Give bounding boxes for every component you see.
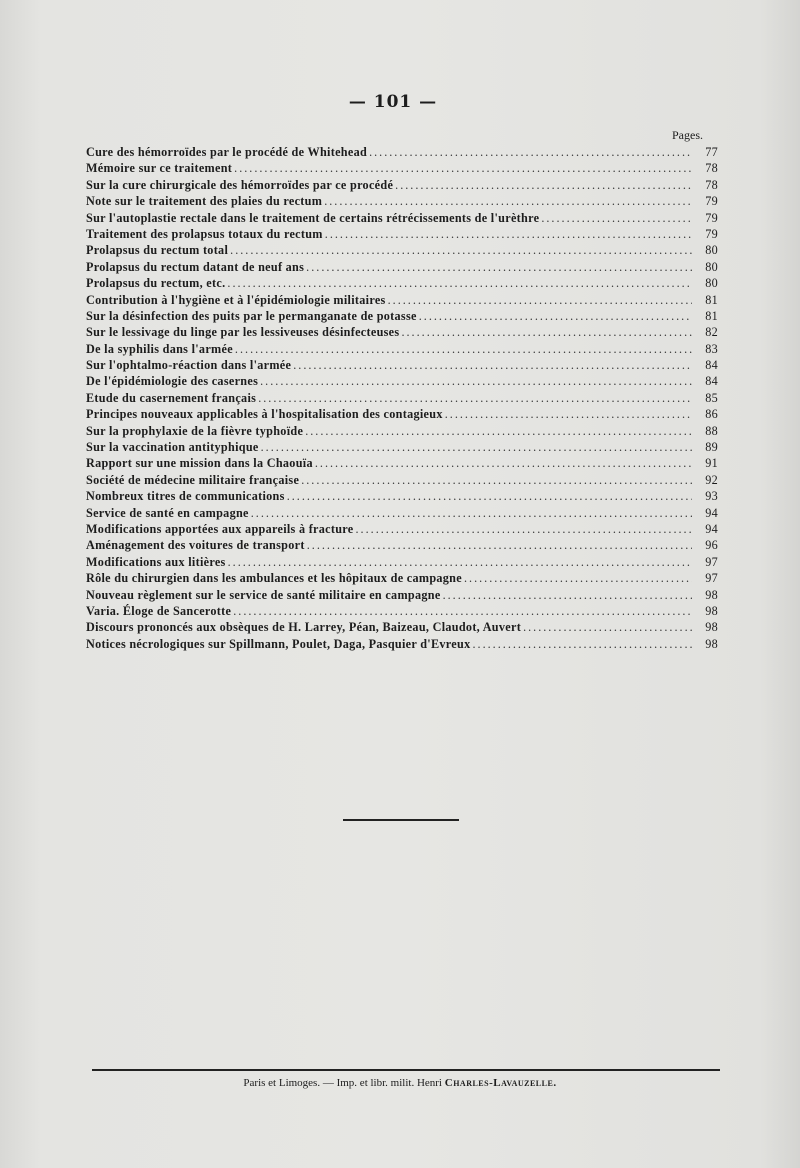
toc-entry-page: 98 bbox=[705, 587, 718, 602]
toc-entry-title: Sur l'ophtalmo-réaction dans l'armée bbox=[86, 358, 292, 373]
toc-entry-title: Note sur le traitement des plaies du rectum bbox=[86, 194, 323, 209]
toc-leader-dots bbox=[541, 210, 692, 226]
toc-entry bbox=[86, 439, 718, 455]
toc-entry-title: Sur la vaccination antityphique bbox=[86, 440, 259, 455]
toc-entry-title: Nombreux titres de communications bbox=[86, 489, 285, 504]
toc-entry-title: Modifications aux litières bbox=[86, 554, 226, 569]
toc-entry-page: 81 bbox=[705, 308, 718, 323]
toc-leader-dots bbox=[233, 603, 692, 619]
toc-entry-page: 83 bbox=[705, 341, 718, 356]
toc-leader-dots bbox=[325, 226, 692, 242]
toc-entry bbox=[86, 423, 718, 439]
toc-entry-page: 96 bbox=[705, 538, 718, 553]
toc-leader-dots bbox=[443, 587, 692, 603]
toc-entry-title: Discours prononcés aux obsèques de H. Larrey, Péan, Baizeau, Claudot, Auvert bbox=[86, 620, 522, 635]
toc-entry-title: Service de santé en campagne bbox=[86, 505, 249, 520]
toc-entry bbox=[86, 144, 718, 160]
toc-leader-dots bbox=[315, 455, 692, 471]
toc-leader-dots bbox=[523, 619, 692, 635]
toc-entry-page: 94 bbox=[705, 505, 718, 520]
toc-leader-dots bbox=[369, 144, 692, 160]
toc-leader-dots bbox=[305, 423, 692, 439]
toc-entry bbox=[86, 341, 718, 357]
toc-entry bbox=[86, 537, 718, 553]
toc-entry-title: De la syphilis dans l'armée bbox=[86, 341, 233, 356]
toc-entry-page: 80 bbox=[705, 259, 718, 274]
toc-leader-dots bbox=[307, 537, 692, 553]
toc-entry bbox=[86, 390, 718, 406]
toc-entry-page: 81 bbox=[705, 292, 718, 307]
toc-entry bbox=[86, 357, 718, 373]
toc-entry bbox=[86, 603, 718, 619]
toc-entry-page: 80 bbox=[705, 276, 718, 291]
toc-entry-title: Sur l'autoplastie rectale dans le traitement de certains rétrécissements de l'urèthre bbox=[86, 210, 540, 225]
printer-imprint bbox=[0, 1077, 800, 1089]
toc-entry-title: De l'épidémiologie des casernes bbox=[86, 374, 259, 389]
toc-entry-page: 98 bbox=[705, 620, 718, 635]
toc-entry-page: 98 bbox=[705, 603, 718, 618]
toc-leader-dots bbox=[227, 275, 692, 291]
toc-entry-page: 92 bbox=[705, 472, 718, 487]
toc-entry-page: 88 bbox=[705, 423, 718, 438]
toc-entry-title: Sur la cure chirurgicale des hémorroïdes par ce procédé bbox=[86, 177, 394, 192]
toc-entry-title: Sur la désinfection des puits par le permanganate de potasse bbox=[86, 308, 417, 323]
toc-entry bbox=[86, 242, 718, 258]
toc-entry-title: Société de médecine militaire française bbox=[86, 472, 300, 487]
toc-entry-page: 82 bbox=[705, 325, 718, 340]
footer-rule bbox=[92, 1069, 720, 1071]
toc-entry-page: 79 bbox=[705, 194, 718, 209]
toc-entry-page: 78 bbox=[705, 161, 718, 176]
toc-entry bbox=[86, 505, 718, 521]
toc-leader-dots bbox=[228, 554, 692, 570]
toc-entry-page: 78 bbox=[705, 177, 718, 192]
toc-entry bbox=[86, 521, 718, 537]
toc-entry-title: Notices nécrologiques sur Spillmann, Poulet, Daga, Pasquier d'Evreux bbox=[86, 636, 471, 651]
toc-entry-title: Rôle du chirurgien dans les ambulances et les hôpitaux de campagne bbox=[86, 571, 462, 586]
toc-entry-title: Principes nouveaux applicables à l'hospitalisation des contagieux bbox=[86, 407, 443, 422]
toc-entry-page: 98 bbox=[705, 636, 718, 651]
toc-entry-title: Aménagement des voitures de transport bbox=[86, 538, 305, 553]
imprint-publisher: Charles-Lavauzelle. bbox=[444, 1077, 557, 1089]
toc-entry bbox=[86, 488, 718, 504]
toc-entry-title: Cure des hémorroïdes par le procédé de Whitehead bbox=[86, 145, 368, 159]
toc-entry-title: Etude du casernement français bbox=[86, 390, 257, 405]
toc-entry-page: 97 bbox=[705, 554, 718, 569]
toc-entry-page: 80 bbox=[705, 243, 718, 258]
toc-entry bbox=[86, 160, 718, 176]
toc-leader-dots bbox=[472, 636, 692, 652]
toc-entry-title: Traitement des prolapsus totaux du rectum bbox=[86, 226, 323, 241]
toc-entry bbox=[86, 570, 718, 586]
toc-leader-dots bbox=[324, 193, 692, 209]
toc-entry-title: Prolapsus du rectum total bbox=[86, 243, 229, 258]
toc-entry-page: 86 bbox=[705, 407, 718, 422]
toc-entry bbox=[86, 455, 718, 471]
pages-column-label: Pages. bbox=[672, 128, 703, 142]
toc-entry-title: Modifications apportées aux appareils à fracture bbox=[86, 521, 354, 536]
toc-leader-dots bbox=[287, 488, 692, 504]
toc-entry-page: 77 bbox=[705, 145, 718, 159]
toc-leader-dots bbox=[445, 406, 692, 422]
imprint-text: Paris et Limoges. — Imp. et libr. milit. Henri bbox=[243, 1077, 442, 1089]
toc-leader-dots bbox=[464, 570, 692, 586]
toc-entry-page: 91 bbox=[705, 456, 718, 471]
toc-entry-page: 85 bbox=[705, 390, 718, 405]
toc-leader-dots bbox=[293, 357, 692, 373]
toc-leader-dots bbox=[306, 259, 692, 275]
toc-entry-title: Sur la prophylaxie de la fièvre typhoïde bbox=[86, 423, 304, 438]
toc-entry-page: 94 bbox=[705, 521, 718, 536]
toc-leader-dots bbox=[261, 439, 692, 455]
toc-entry bbox=[86, 554, 718, 570]
toc-entry-title: Mémoire sur ce traitement bbox=[86, 161, 233, 176]
page-number: — 101 — bbox=[348, 92, 438, 112]
toc-entry bbox=[86, 292, 718, 308]
toc-entry bbox=[86, 226, 718, 242]
toc-leader-dots bbox=[234, 160, 692, 176]
toc-leader-dots bbox=[258, 390, 692, 406]
toc-entry-title: Nouveau règlement sur le service de santé militaire en campagne bbox=[86, 587, 441, 602]
toc-entry-page: 89 bbox=[705, 440, 718, 455]
table-of-contents bbox=[86, 144, 718, 652]
toc-entry bbox=[86, 587, 718, 603]
toc-entry-page: 84 bbox=[705, 358, 718, 373]
toc-entry bbox=[86, 259, 718, 275]
toc-entry-page: 79 bbox=[705, 226, 718, 241]
toc-entry bbox=[86, 193, 718, 209]
toc-leader-dots bbox=[419, 308, 692, 324]
toc-entry-title: Varia. Éloge de Sancerotte bbox=[86, 603, 232, 618]
toc-entry-page: 97 bbox=[705, 571, 718, 586]
toc-entry bbox=[86, 373, 718, 389]
toc-entry-page: 79 bbox=[705, 210, 718, 225]
toc-entry bbox=[86, 210, 718, 226]
toc-leader-dots bbox=[395, 177, 692, 193]
toc-leader-dots bbox=[301, 472, 692, 488]
toc-leader-dots bbox=[251, 505, 692, 521]
toc-entry bbox=[86, 308, 718, 324]
toc-entry bbox=[86, 324, 718, 340]
toc-entry-title: Contribution à l'hygiène et à l'épidémiologie militaires bbox=[86, 292, 386, 307]
toc-leader-dots bbox=[388, 292, 692, 308]
toc-entry bbox=[86, 406, 718, 422]
toc-entry-page: 93 bbox=[705, 489, 718, 504]
toc-leader-dots bbox=[401, 324, 692, 340]
toc-leader-dots bbox=[260, 373, 692, 389]
toc-entry bbox=[86, 636, 718, 652]
toc-entry-page: 84 bbox=[705, 374, 718, 389]
toc-entry bbox=[86, 472, 718, 488]
toc-entry-title: Sur le lessivage du linge par les lessiveuses désinfecteuses bbox=[86, 325, 400, 340]
toc-leader-dots bbox=[235, 341, 692, 357]
toc-entry-title: Prolapsus du rectum, etc. bbox=[86, 276, 226, 291]
toc-entry-title: Rapport sur une mission dans la Chaouïa bbox=[86, 456, 313, 471]
toc-leader-dots bbox=[356, 521, 693, 537]
toc-entry bbox=[86, 177, 718, 193]
toc-entry-title: Prolapsus du rectum datant de neuf ans bbox=[86, 259, 305, 274]
toc-leader-dots bbox=[230, 242, 692, 258]
toc-entry bbox=[86, 275, 718, 291]
toc-entry bbox=[86, 619, 718, 635]
section-divider bbox=[343, 819, 459, 821]
